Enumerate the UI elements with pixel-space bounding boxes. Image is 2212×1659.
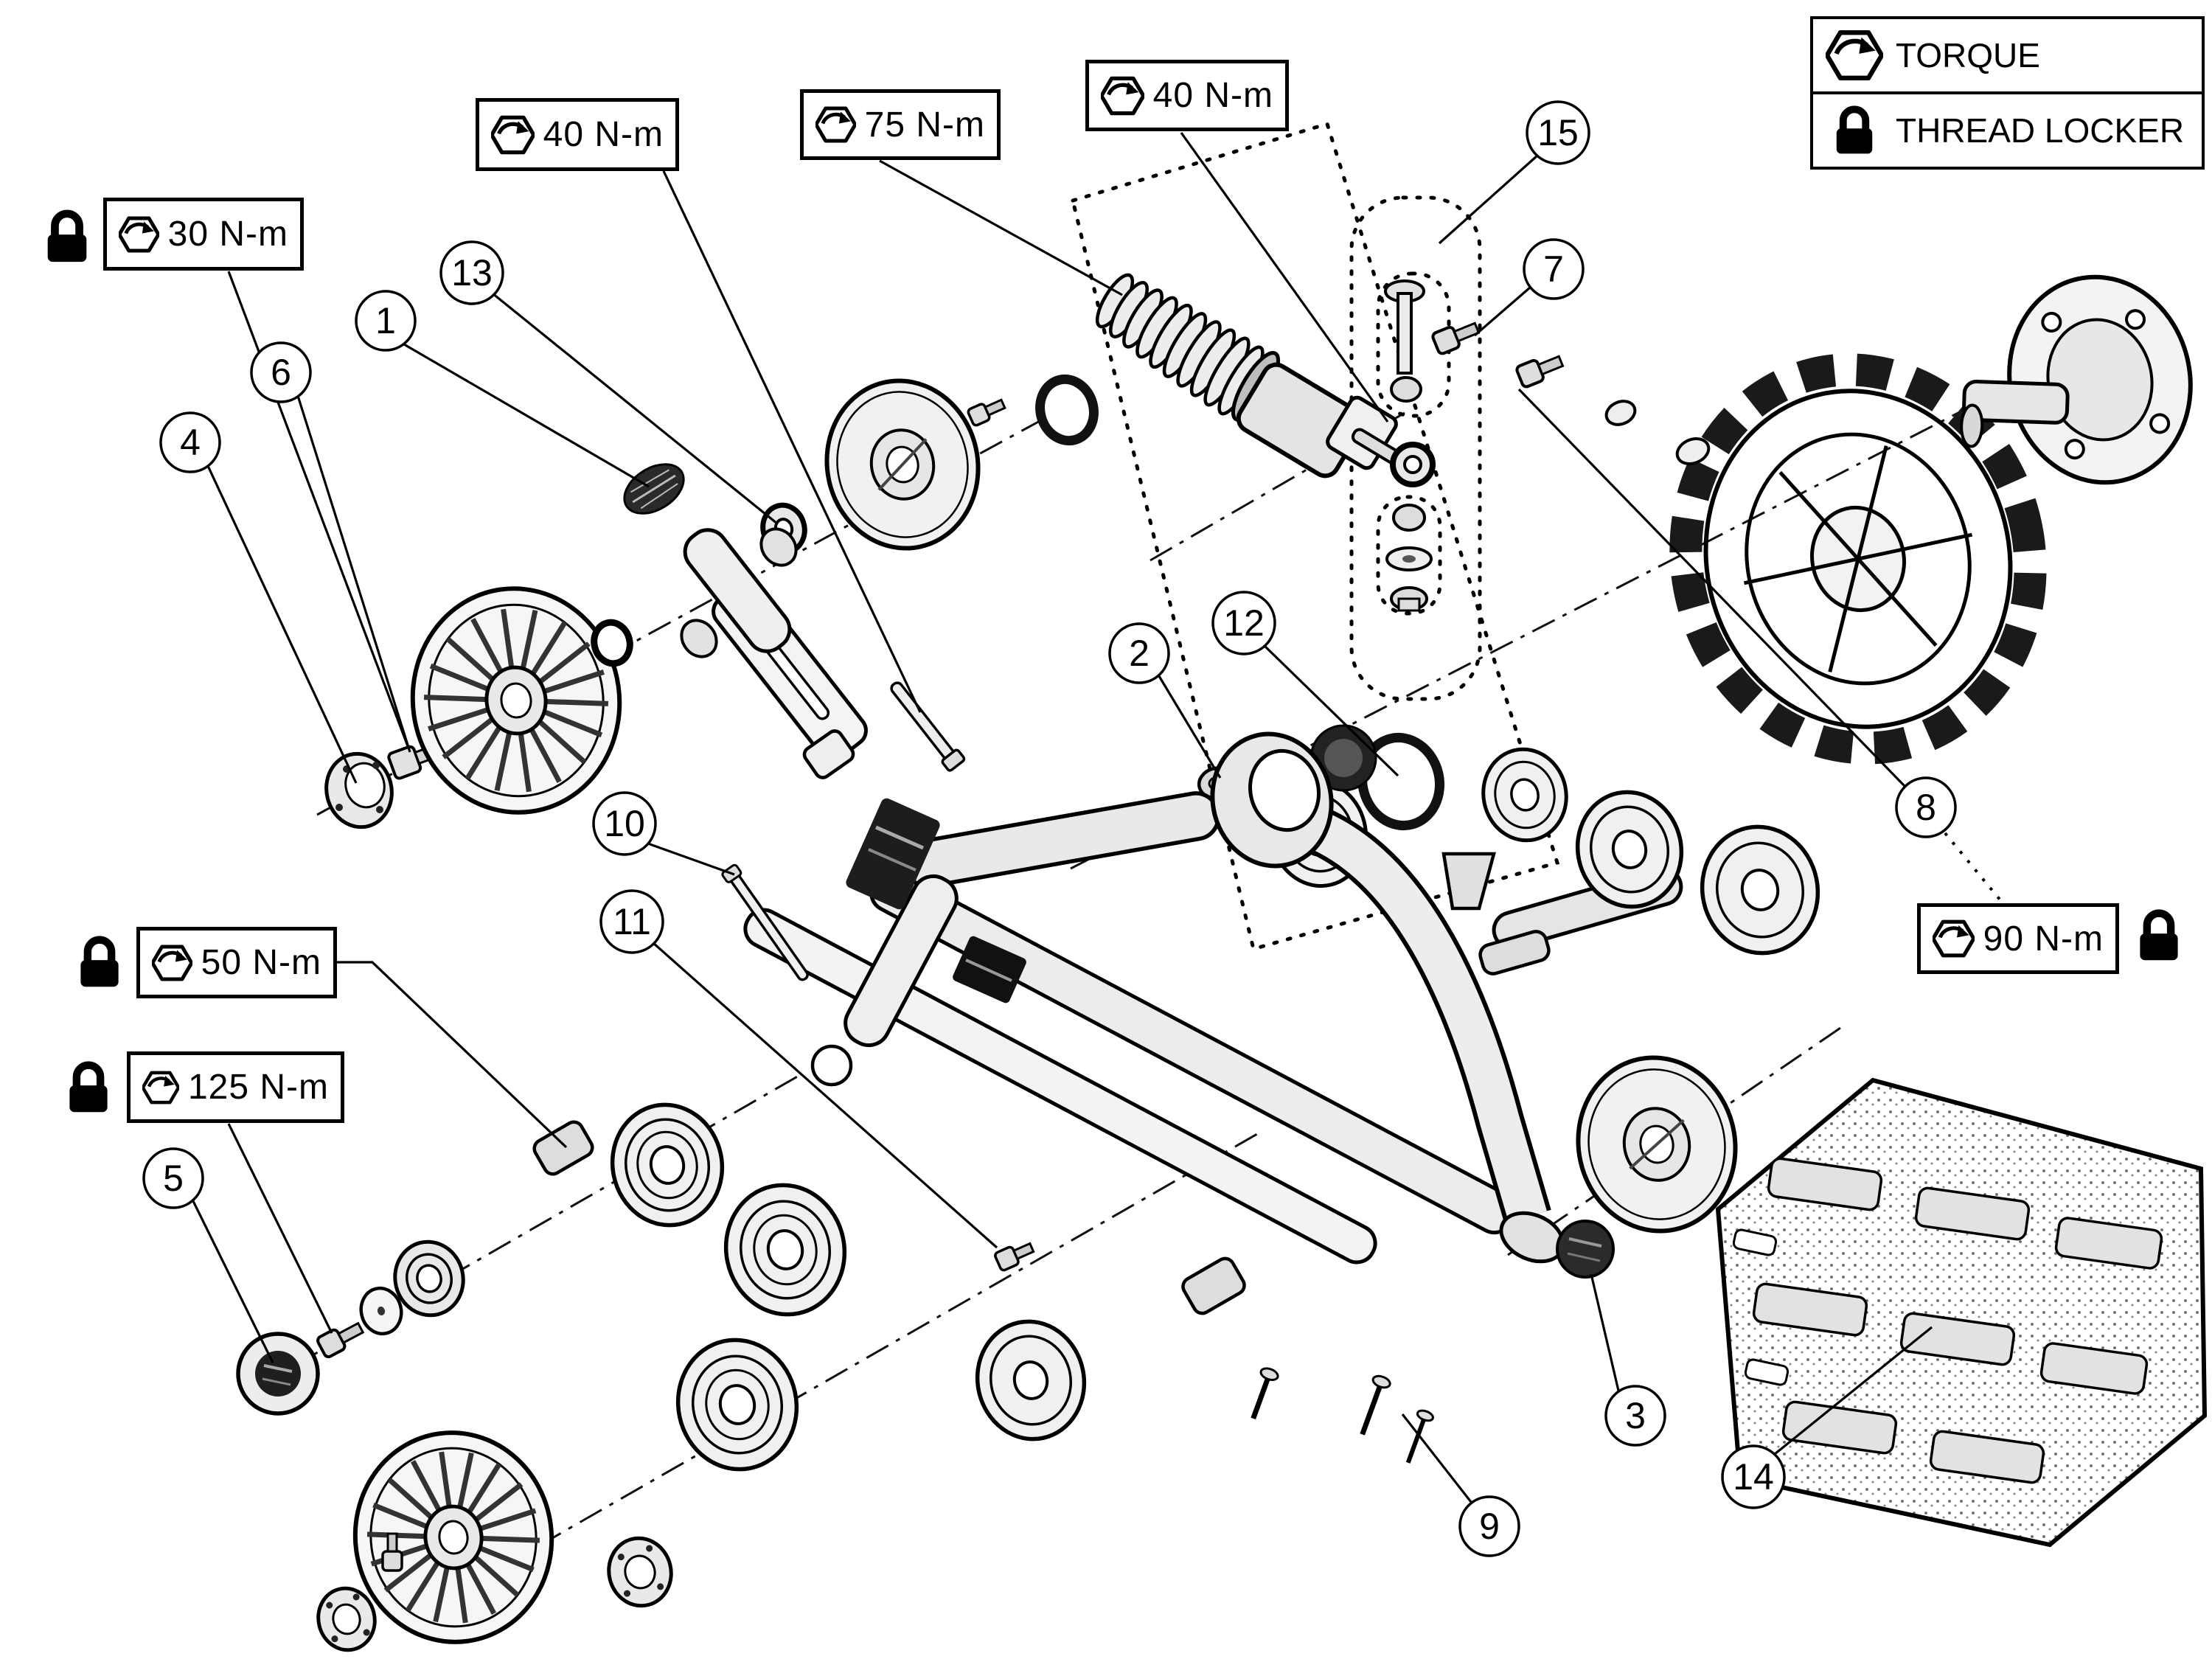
torque-label-90 [1917, 903, 2119, 974]
callout-6 [251, 343, 310, 402]
callout-7 [1524, 240, 1583, 299]
limiter-rod-part [721, 864, 812, 984]
svg-text:7: 7 [1543, 248, 1564, 290]
small-bolt-part [967, 396, 1007, 426]
disc-wheel-top [812, 366, 994, 562]
torque-value: 40 N-m [1152, 76, 1273, 115]
torque-value: 75 N-m [864, 105, 985, 145]
axle-bolt-part [316, 1318, 366, 1359]
torque-icon [1933, 914, 1975, 963]
torque-icon [815, 100, 856, 149]
pivot-pin-part [886, 678, 965, 772]
torque-label-50 [136, 927, 337, 998]
svg-text:4: 4 [180, 422, 201, 463]
torque-icon [1826, 29, 1883, 81]
torque-value: 30 N-m [167, 215, 288, 254]
callout-13 [441, 242, 503, 304]
legend [1810, 16, 2205, 170]
rear-hub-large [602, 1531, 678, 1613]
svg-text:12: 12 [1223, 602, 1265, 644]
torque-icon [1101, 72, 1144, 120]
axle-bolts [1432, 318, 1713, 468]
rail-screws [1245, 1366, 1434, 1466]
thread-locker-icon [1831, 105, 1878, 156]
thread-locker-icon [74, 935, 125, 990]
callout-1 [356, 291, 415, 350]
shock-absorber [1033, 271, 1433, 484]
svg-text:9: 9 [1479, 1506, 1500, 1547]
thread-locker-icon [63, 1060, 114, 1115]
torque-icon [119, 210, 159, 259]
svg-text:13: 13 [451, 252, 493, 293]
shock-seal-ring [1033, 373, 1100, 447]
callout-12 [1213, 592, 1275, 654]
svg-text:11: 11 [613, 901, 651, 942]
ribbed-washer-part [616, 454, 692, 524]
callout-15 [1527, 102, 1589, 164]
svg-text:14: 14 [1733, 1456, 1774, 1498]
legend-row-thread-locker [1813, 94, 2202, 167]
torque-label-30 [103, 198, 304, 271]
callout-3 [1606, 1386, 1665, 1445]
callout-2 [1110, 624, 1169, 683]
torque-icon [491, 111, 535, 159]
torque-label-75 [800, 89, 1001, 160]
callout-9 [1460, 1497, 1519, 1556]
spoked-wheel-front [398, 575, 634, 826]
wheel-cap-part [1557, 1221, 1613, 1277]
torque-value: 125 N-m [187, 1068, 329, 1107]
torque-label-125 [127, 1051, 344, 1123]
torque-icon [142, 1063, 179, 1112]
torque-value: 50 N-m [201, 943, 321, 982]
svg-text:1: 1 [375, 300, 396, 341]
svg-text:5: 5 [163, 1158, 184, 1199]
torque-value: 90 N-m [1983, 919, 2104, 959]
legend-thread-locker-label: THREAD LOCKER [1896, 111, 2185, 150]
thread-locker-icon [2133, 908, 2185, 963]
svg-text:6: 6 [271, 352, 291, 393]
callout-14 [1722, 1446, 1784, 1508]
cone-bushing-part [1444, 854, 1494, 908]
axle-hub-flange [1932, 260, 2209, 512]
svg-text:15: 15 [1537, 112, 1579, 153]
callout-10 [594, 793, 655, 855]
axle-cap-part [238, 1334, 318, 1413]
callout-11 [601, 891, 663, 953]
torque-label-40b [1085, 60, 1289, 131]
torque-label-40a [476, 98, 679, 171]
spindle-bracket-part [675, 522, 872, 766]
legend-torque-label: TORQUE [1896, 36, 2040, 74]
svg-text:10: 10 [604, 803, 645, 844]
legend-row-torque [1813, 19, 2202, 94]
rail-adjuster-bolt [994, 1239, 1035, 1271]
callout-5 [144, 1149, 203, 1208]
callout-8 [1896, 778, 1955, 837]
torque-icon [152, 939, 192, 987]
svg-text:8: 8 [1916, 787, 1936, 828]
torque-value: 40 N-m [543, 115, 664, 154]
thread-locker-icon [41, 209, 94, 265]
hub-cap-part [319, 747, 400, 834]
svg-text:3: 3 [1625, 1395, 1646, 1436]
svg-text:2: 2 [1129, 633, 1150, 674]
callout-4 [161, 413, 220, 472]
track-segment [1718, 1080, 2205, 1545]
